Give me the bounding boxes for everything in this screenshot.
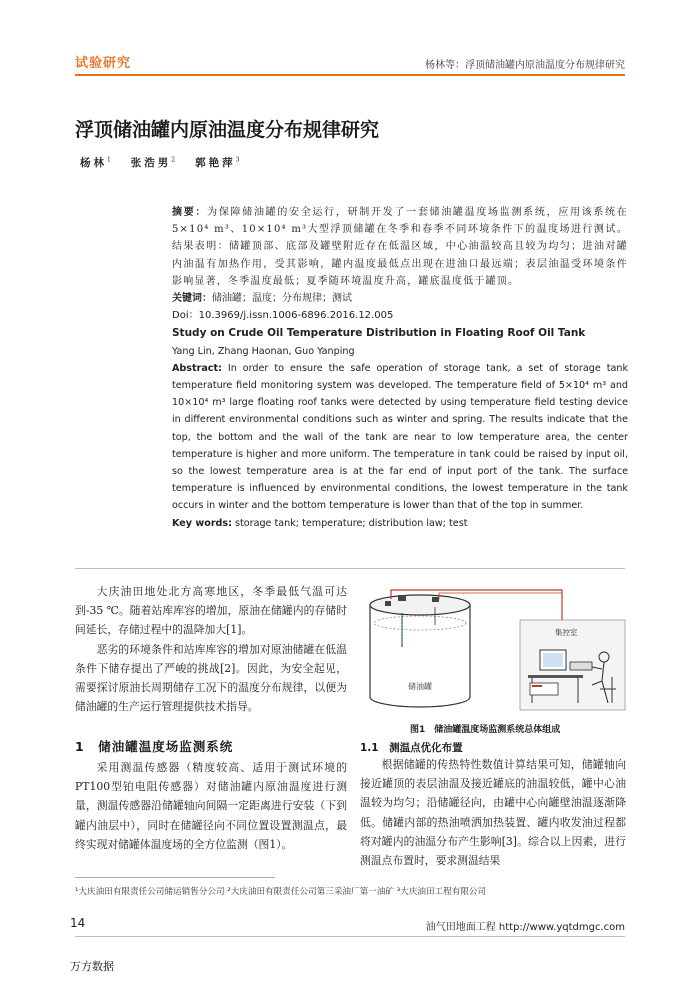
abstract-separator [75, 568, 625, 569]
doi [172, 307, 628, 324]
affiliation-footnotes: ¹大庆油田有限责任公司储运销售分公司 ²大庆油田有限责任公司第三采油厂第一油矿 ³大庆油田工程有限公司 [75, 887, 487, 897]
keywords-cn [172, 290, 628, 307]
subsection-paragraph: 根据储罐的传热特性数值计算结果可知，储罐轴向接近罐顶的表层油温及接近罐底的油温较低，罐中心油温较为均匀；沿储罐径向，由罐中心向罐壁油温逐渐降低。储罐内部的热油喷洒加热装置、罐内收发油过程都将对罐内的油温分布产生影响[3]。综合以上因素，进行测温点布置时，要求测温结果 [360, 758, 626, 868]
sensor-head [385, 601, 391, 606]
doi-label: Doi： [172, 310, 199, 322]
section-1-body [75, 758, 347, 854]
footer-rule [75, 936, 625, 937]
sensor-head [398, 595, 406, 601]
subsection-1-1-body [360, 755, 626, 870]
section-1-heading: 1 储油罐温度场监测系统 [75, 739, 234, 754]
abstract-cn-label: 摘要： [172, 207, 208, 218]
tank-label: 储油罐 [408, 682, 432, 691]
abstract-cn-text: 为保障储油罐的安全运行，研制开发了一套储油罐温度场监测系统，应用该系统在5×10⁴ m³、10×10⁴ m³大型浮顶储罐在冬季和春季不同环境条件下的温度场进行测试。结果表明：储罐顶部、底部及罐壁附近存在低温区域，中心油温较高且较为均匀；进油对罐内油温有加热作用，受其影响，罐内温度最低点出现在进油口最远端；表层油温受环境条件影响显著，冬季温度最低；夏季随环境温度升高，罐底温度低于罐顶。 [172, 207, 628, 287]
author-affiliation-mark: 1 [107, 156, 111, 164]
intro-paragraph: 恶劣的环境条件和站库库容的增加对原油储罐在低温条件下储存提出了严峻的挑战[2]。因此，为安全起见，需要探讨原油长周期储存工况下的温度分布规律，以便为储油罐的生产运行管理提供技术指导。 [75, 642, 347, 714]
section-1-paragraph: 采用测温传感器（精度较高、适用于测试环境的PT100型铂电阻传感器）对储油罐内原油温度进行测量，测温传感器沿储罐轴向间隔一定距离进行安装（下到罐内油层中），同时在储罐径向不同位置设置测温点，最终实现对储罐体温度场的全方位监测（图1）。 [75, 761, 347, 851]
english-title: Study on Crude Oil Temperature Distribution in Floating Roof Oil Tank [172, 327, 586, 340]
english-keywords [172, 515, 628, 532]
subsection-1-1-heading: 1.1 测温点优化布置 [360, 742, 463, 754]
english-abstract-label: Abstract: [172, 362, 222, 374]
keywords-cn-text: 储油罐；温度；分布规律；测试 [212, 293, 352, 305]
figure-1-caption: 图1 储油罐温度场监测系统总体组成 [410, 725, 561, 735]
watermark-text: 万方数据 [70, 960, 114, 973]
article-title: 浮顶储油罐内原油温度分布规律研究 [75, 119, 380, 141]
abstract-block [172, 204, 628, 532]
keyboard-icon [570, 662, 592, 670]
intro-paragraph: 大庆油田地处北方高寒地区，冬季最低气温可达到-35 ℃。随着站库库容的增加，原油在储罐内的存储时间延长，存储过程中的温降加大[1]。 [75, 585, 347, 637]
author-list [80, 155, 239, 170]
english-keywords-text: storage tank; temperature; distribution law; test [231, 517, 468, 529]
english-keywords-label: Key words: [172, 517, 232, 529]
abstract-cn [172, 204, 628, 290]
footnote-rule [75, 877, 275, 878]
author-name: 郭艳萍 [195, 157, 236, 169]
author-affiliation-mark: 3 [235, 156, 240, 164]
tank-illustration [370, 595, 470, 707]
english-abstract [172, 360, 628, 515]
author-name: 张浩男 [130, 157, 172, 169]
english-authors: Yang Lin, Zhang Haonan, Guo Yanping [172, 345, 355, 357]
page-number: 14 [70, 916, 86, 930]
data-logger-icon [530, 683, 558, 695]
author-name: 杨林 [80, 157, 107, 169]
section-tag: 试验研究 [75, 56, 132, 71]
keywords-cn-label: 关键词： [172, 293, 212, 305]
control-room [520, 620, 625, 710]
control-room-label: 集控室 [555, 628, 578, 637]
english-abstract-text: In order to ensure the safe operation of storage tank, a set of storage tank temperature field monitoring system was developed. The temperature field of 5×10⁴ m³ and 10×10⁴ m³ large floating roof tanks were detected by using temperature field testing device in different environmental conditions such as winter and spring. The results indicate that the top, the bottom and the wall of the tank are near to low temperature area, the center temperature is higher and more uniform. The temperature in tank could be raised by input oil, so the lowest temperature area is at the far end of input port of the tank. The surface temperature is influenced by environmental conditions, the lowest temperature in the tank occurs in winter and the bottom temperature is lower than that of the top in summer. [172, 362, 628, 512]
figure-1-diagram [350, 585, 630, 717]
running-title: 杨林等：浮顶储油罐内原油温度分布规律研究 [425, 60, 625, 71]
intro-column [75, 582, 347, 716]
author-affiliation-mark: 2 [171, 156, 176, 164]
header-rule [75, 74, 625, 76]
desk-icon [528, 675, 583, 678]
journal-footer: 油气田地面工程 http://www.yqtdmgc.com [425, 922, 625, 933]
sensor-head [432, 597, 439, 602]
doi-text: 10.3969/j.issn.1006-6896.2016.12.005 [198, 310, 394, 322]
